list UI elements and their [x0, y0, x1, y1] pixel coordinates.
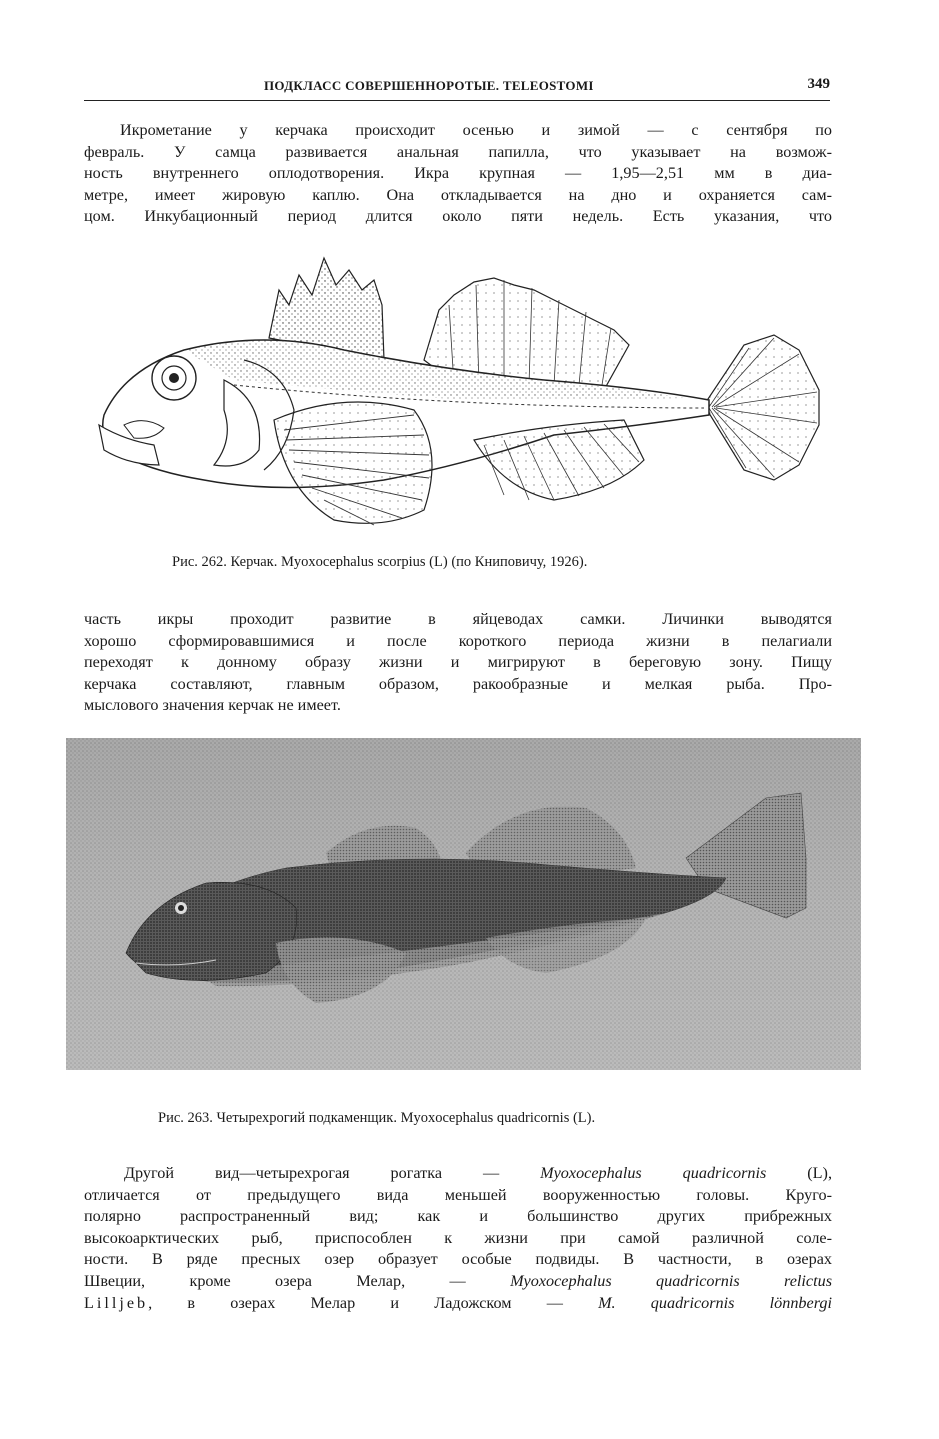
- paragraph-larvae: [84, 609, 832, 717]
- figure-262-caption: Рис. 262. Керчак. Myoxocephalus scorpius (L) (по Книповичу, 1926).: [172, 554, 588, 570]
- paragraph-fourhorn-sculpin: [84, 1163, 832, 1314]
- text-line: [84, 1163, 832, 1185]
- text-line: хорошо сформировавшимися и после короткого периода жизни в пелагиали: [84, 631, 832, 650]
- text-line: часть икры проходит развитие в яйцеводах самки. Личинки выводятся: [84, 610, 832, 628]
- text-run: Другой вид—четырехрогая рогатка —: [124, 1164, 541, 1182]
- text-line: Икрометание у керчака происходит осенью и зимой — с сентября по: [120, 121, 832, 139]
- figure-263-fourhorn-sculpin-photo: [66, 738, 861, 1070]
- text-line: ность внутреннего оплодотворения. Икра крупная — 1,95—2,51 мм в диа-: [84, 164, 832, 183]
- text-line: [84, 1293, 832, 1315]
- text-line: метре, имеет жировую каплю. Она откладывается на дно и охраняется сам-: [84, 185, 832, 204]
- text-run: (L),: [766, 1164, 832, 1182]
- text-line: высокоарктических рыб, приспособлен к жизни при самой различной соле-: [84, 1228, 832, 1247]
- text-line: полярно распространенный вид; как и большинство других прибрежных: [84, 1207, 832, 1226]
- text-line: [84, 1271, 832, 1293]
- text-line: февраль. У самца развивается анальная папилла, что указывает на возмож-: [84, 142, 832, 161]
- figure-263-caption: Рис. 263. Четырехрогий подкаменщик. Myoxocephalus quadricornis (L).: [158, 1110, 596, 1126]
- author-name: Lilljeb: [84, 1293, 149, 1312]
- running-head: [84, 74, 830, 101]
- text-line: переходят к донному образу жизни и мигрируют в береговую зону. Пищу: [84, 653, 832, 672]
- text-line: цом. Инкубационный период длится около пяти недель. Есть указания, что: [84, 207, 832, 226]
- text-run: Швеции, кроме озера Мелар, —: [84, 1271, 511, 1290]
- sculpin-illustration: [84, 250, 829, 540]
- text-line: ности. В ряде пресных озер образует особые подвиды. В частности, в озерах: [84, 1250, 832, 1269]
- species-name: M. quadricornis lönnbergi: [598, 1293, 832, 1312]
- species-name: Myoxocephalus quadricornis: [540, 1164, 767, 1182]
- text-line: мыслового значения керчак не имеет.: [84, 696, 341, 715]
- text-line: керчака составляют, главным образом, ракообразные и мелкая рыба. Про-: [84, 674, 832, 693]
- figure-262-sculpin-drawing: [84, 250, 829, 540]
- running-title: ПОДКЛАСС СОВЕРШЕННОРОТЫЕ. TELEOSTOMI: [264, 78, 594, 93]
- page-number: 349: [807, 76, 830, 92]
- text-line: отличается от предыдущего вида меньшей вооруженностью головы. Круго-: [84, 1185, 832, 1204]
- text-run: , в озерах Мелар и Ладожском —: [148, 1293, 599, 1312]
- fourhorn-sculpin-photo: [66, 738, 861, 1070]
- paragraph-spawning: [84, 120, 832, 228]
- species-name: Myoxocephalus quadricornis relictus: [510, 1271, 832, 1290]
